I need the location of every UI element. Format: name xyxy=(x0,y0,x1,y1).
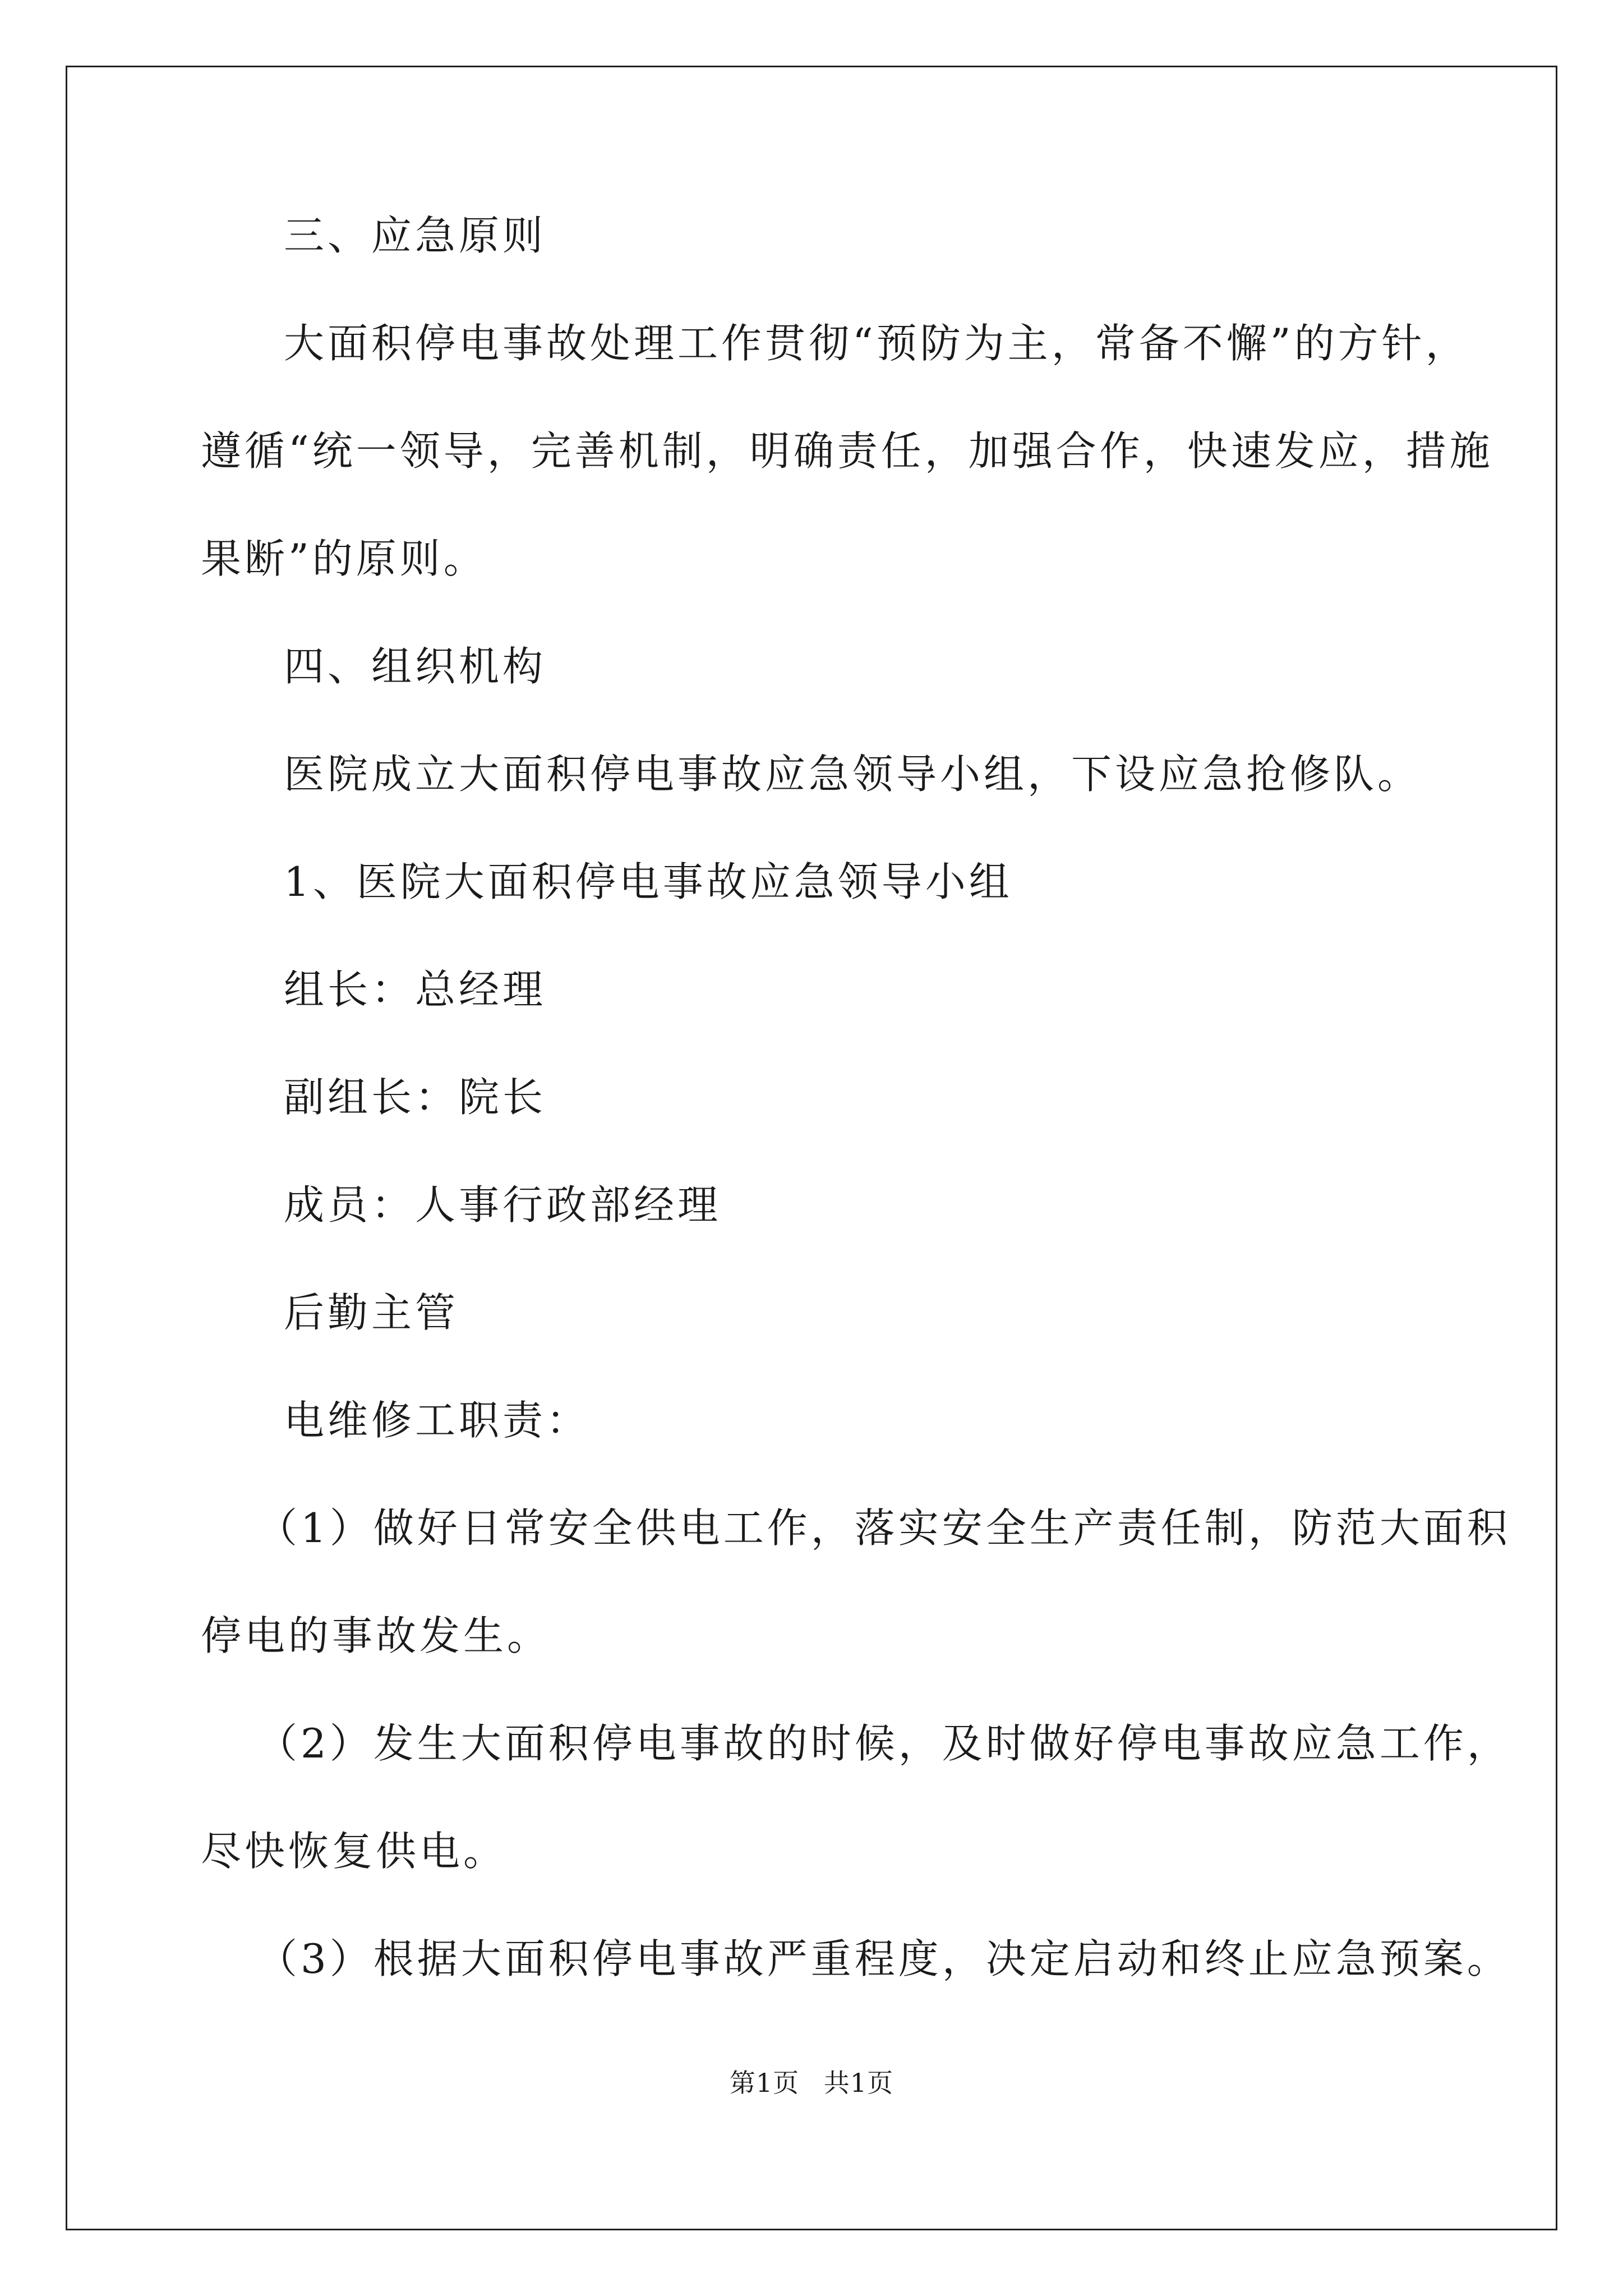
duty-title: 电维修工职责： xyxy=(284,1397,591,1444)
section-heading-organization: 四、组织机构 xyxy=(284,643,547,690)
logistics-line: 后勤主管 xyxy=(284,1289,459,1336)
paragraph-line: 遵循“统一领导，完善机制，明确责任，加强合作，快速发应，措施 xyxy=(201,427,1493,475)
duty-item: （3）根据大面积停电事故严重程度，决定启动和终止应急预案。 xyxy=(257,1935,1511,1982)
deputy-leader-line: 副组长：院长 xyxy=(284,1074,547,1121)
page-border xyxy=(66,66,1557,2230)
members-line: 成员：人事行政部经理 xyxy=(284,1181,722,1228)
duty-item-continued: 停电的事故发生。 xyxy=(201,1612,551,1659)
subsection-heading: 1、医院大面积停电事故应急领导小组 xyxy=(284,858,1013,905)
page-number: 第1页 xyxy=(729,2068,800,2098)
page-footer xyxy=(0,2067,1623,2099)
paragraph-line: 医院成立大面积停电事故应急领导小组，下设应急抢修队。 xyxy=(284,751,1422,798)
page-total: 共1页 xyxy=(823,2068,894,2098)
group-leader-line: 组长：总经理 xyxy=(284,966,547,1013)
paragraph-line: 果断”的原则。 xyxy=(201,535,487,582)
section-heading-principles: 三、应急原则 xyxy=(284,212,547,259)
duty-item: （2）发生大面积停电事故的时候，及时做好停电事故应急工作， xyxy=(257,1720,1511,1767)
duty-item: （1）做好日常安全供电工作，落实安全生产责任制，防范大面积 xyxy=(257,1504,1511,1552)
paragraph-line: 大面积停电事故处理工作贯彻“预防为主，常备不懈”的方针， xyxy=(284,320,1469,367)
duty-item-continued: 尽快恢复供电。 xyxy=(201,1828,508,1875)
